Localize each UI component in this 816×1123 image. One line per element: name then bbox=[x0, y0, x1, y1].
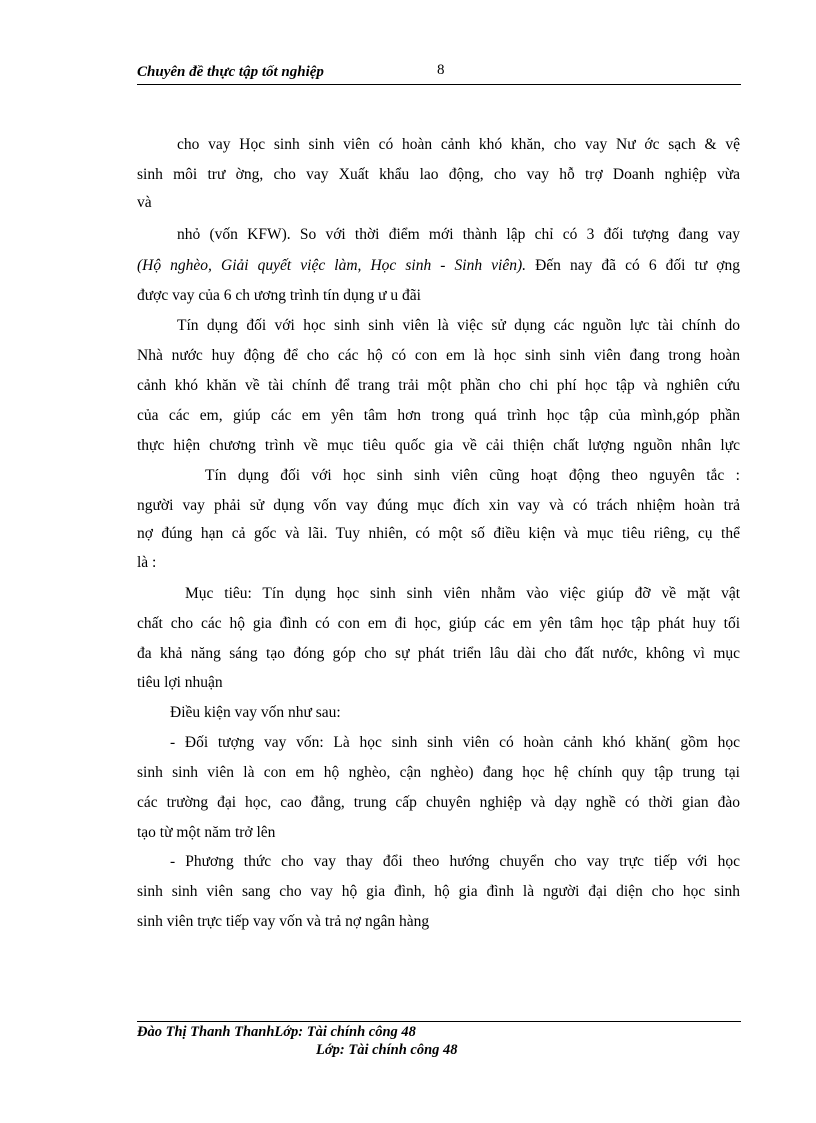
text-line: tạo từ một năm trở lên bbox=[137, 824, 276, 841]
text-line: Điều kiện vay vốn như sau: bbox=[170, 704, 341, 721]
text-line: Tín dụng đối với học sinh sinh viên là việc sử dụng các nguồn lực tài chính do bbox=[177, 317, 740, 334]
text-line: sinh môi trư ờng, cho vay Xuất khẩu lao động, cho vay hỗ trợ Doanh nghiệp vừa bbox=[137, 166, 740, 183]
text-line: của các em, giúp các em yên tâm hơn trong quá trình học tập của mình,góp phần bbox=[137, 407, 740, 424]
text-line: Mục tiêu: Tín dụng học sinh sinh viên nhằm vào việc giúp đỡ về mặt vật bbox=[185, 585, 740, 602]
text-line: sinh sinh viên là con em hộ nghèo, cận nghèo) đang học hệ chính quy tập trung tại bbox=[137, 764, 740, 781]
footer-author: Đào Thị Thanh ThanhLớp: Tài chính công 48 bbox=[137, 1024, 416, 1040]
text-line: thực hiện chương trình về mục tiêu quốc gia về cải thiện chất lượng nguồn nhân lực bbox=[137, 437, 740, 454]
text-line: - Phương thức cho vay thay đổi theo hướng chuyển cho vay trực tiếp với học bbox=[170, 853, 740, 870]
text-line: là : bbox=[137, 554, 157, 571]
text-line: cảnh khó khăn về tài chính để trang trải một phần cho chi phí học tập và nghiên cứu bbox=[137, 377, 740, 394]
text-line: cho vay Học sinh sinh viên có hoàn cảnh khó khăn, cho vay Nư ớc sạch & vệ bbox=[177, 136, 740, 153]
text-line: chất cho các hộ gia đình có con em đi học, giúp các em yên tâm học tập phát huy tối bbox=[137, 615, 740, 632]
italic-text: (Hộ nghèo, Giải quyết việc làm, Học sinh - Sinh viên). bbox=[137, 257, 526, 274]
text-line bbox=[137, 256, 740, 276]
page-number: 8 bbox=[437, 62, 445, 78]
text-line: sinh sinh viên sang cho vay hộ gia đình, hộ gia đình là người đại diện cho học sinh bbox=[137, 883, 740, 900]
text-span: Đến nay đã có 6 đối tư ợng bbox=[526, 257, 740, 274]
text-line: đa khả năng sáng tạo đóng góp cho sự phát triển lâu dài cho đất nước, không vì mục bbox=[137, 645, 740, 662]
text-line: các trường đại học, cao đẳng, trung cấp chuyên nghiệp và dạy nghề có thời gian đào bbox=[137, 794, 740, 811]
text-line: và bbox=[137, 194, 152, 211]
footer-class: Lớp: Tài chính công 48 bbox=[316, 1042, 458, 1058]
text-line: Nhà nước huy động để cho các hộ có con em là học sinh sinh viên đang trong hoàn bbox=[137, 347, 740, 364]
text-line: tiêu lợi nhuận bbox=[137, 674, 223, 691]
text-line: sinh viên trực tiếp vay vốn và trả nợ ngân hàng bbox=[137, 913, 430, 930]
header-title: Chuyên đề thực tập tốt nghiệp bbox=[137, 64, 324, 80]
text-line: nợ đúng hạn cả gốc và lãi. Tuy nhiên, có một số điều kiện và mục tiêu riêng, cụ thể bbox=[137, 525, 740, 542]
text-line: nhỏ (vốn KFW). So với thời điểm mới thành lập chỉ có 3 đối tượng đang vay bbox=[177, 226, 740, 243]
text-line: Tín dụng đối với học sinh sinh viên cũng hoạt động theo nguyên tắc : bbox=[205, 467, 740, 484]
text-line: được vay của 6 ch ương trình tín dụng ư u đãi bbox=[137, 287, 421, 304]
header-rule bbox=[137, 84, 741, 85]
text-line: - Đối tượng vay vốn: Là học sinh sinh viên có hoàn cảnh khó khăn( gồm học bbox=[170, 734, 740, 751]
text-line: người vay phải sử dụng vốn vay đúng mục đích xin vay và có trách nhiệm hoàn trả bbox=[137, 497, 740, 514]
footer-rule bbox=[137, 1021, 741, 1022]
